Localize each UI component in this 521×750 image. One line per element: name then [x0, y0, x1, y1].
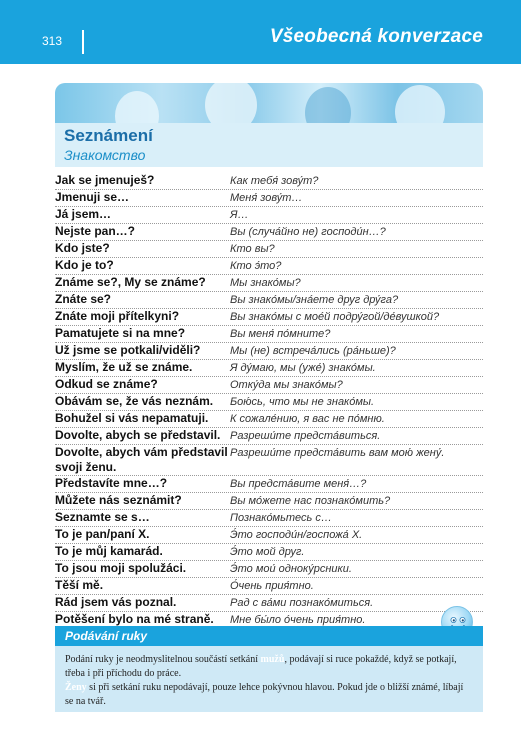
- phrase-russian: Вы знако́мы с мое́й подру́гой/де́вушкой?: [230, 311, 440, 323]
- phrase-russian: Вы знако́мы/зна́ете друг дру́га?: [230, 294, 399, 306]
- phrase-russian: Кто вы?: [230, 243, 275, 255]
- phrase-czech: Obávám se, že vás neznám.: [55, 394, 214, 408]
- header-divider: [82, 30, 84, 54]
- phrase-row: [55, 173, 483, 190]
- phrase-czech: Představíte mne…?: [55, 476, 168, 490]
- phrase-russian: Мне бы́ло о́чень прия́тно.: [230, 614, 366, 626]
- phrase-russian: Вы (случа́йно не) господи́н…?: [230, 226, 386, 238]
- phrase-czech: Jmenuji se…: [55, 190, 130, 204]
- phrase-row: [55, 411, 483, 428]
- phrase-czech: Rád jsem vás poznal.: [55, 595, 177, 609]
- tip-highlight-men: mužů: [260, 654, 285, 665]
- section-subtitle: Знакомство: [64, 147, 146, 163]
- phrase-row: [55, 258, 483, 275]
- phrase-row: [55, 510, 483, 527]
- phrase-czech: Bohužel si vás nepamatuji.: [55, 411, 209, 425]
- phrase-czech: Nejste pan…?: [55, 224, 136, 238]
- phrase-russian: Э́то господи́н/госпожа́ Х.: [230, 529, 363, 541]
- phrase-czech: Kdo je to?: [55, 258, 114, 272]
- section-heading: [55, 123, 483, 167]
- section-title: Seznámení: [64, 126, 153, 145]
- phrase-row: [55, 578, 483, 595]
- phrase-russian: Разреши́те предста́вить вам мою́ жену́.: [230, 447, 445, 459]
- page-number: 313: [42, 34, 63, 48]
- phrase-czech: To je pan/paní X.: [55, 527, 150, 541]
- phrase-row: [55, 527, 483, 544]
- phrase-czech: Seznamte se s…: [55, 510, 150, 524]
- phrase-russian: Вы меня́ по́мните?: [230, 328, 331, 340]
- tip-text-3: si při setkání ruku nepodávají, pouze lehce pokývnou hlavou. Pokud jde o bližší známé, líbají se na tvář.: [65, 682, 464, 707]
- phrase-row: [55, 275, 483, 292]
- chapter-title: Všeobecná konverzace: [269, 26, 483, 47]
- phrase-row: [55, 241, 483, 258]
- tip-text-1: Podání ruky je neodmyslitelnou součástí setkání: [65, 654, 261, 665]
- tip-text-2: , podávají si ruce pokaždé, když se potkají, třeba i při příchodu do práce.: [65, 654, 457, 679]
- phrase-czech: Pamatujete si na mne?: [55, 326, 186, 340]
- phrase-row: [55, 292, 483, 309]
- phrase-russian: Вы предста́вите меня́…?: [230, 478, 367, 490]
- phrase-russian: Бою́сь, что мы не знако́мы.: [230, 396, 375, 408]
- phrase-row: [55, 343, 483, 360]
- phrase-russian: Как тебя́ зову́т?: [230, 175, 319, 187]
- phrase-russian: Вы мо́жете нас познако́мить?: [230, 495, 391, 507]
- phrase-russian: Я ду́маю, мы (уже́) знако́мы.: [230, 362, 376, 374]
- phrase-russian: Разреши́те предста́виться.: [230, 430, 381, 442]
- phrase-czech: To jsou moji spolužáci.: [55, 561, 187, 575]
- phrase-row: [55, 207, 483, 224]
- phrase-russian: Кто э́то?: [230, 260, 282, 272]
- phrase-row: [55, 309, 483, 326]
- phrase-row: [55, 544, 483, 561]
- phrase-row: [55, 394, 483, 411]
- phrase-czech: Kdo jste?: [55, 241, 110, 255]
- phrase-russian: Отку́да мы знако́мы?: [230, 379, 343, 391]
- phrase-czech: Známe se?, My se známe?: [55, 275, 206, 289]
- phrase-row: [55, 595, 483, 612]
- phrase-czech: To je můj kamarád.: [55, 544, 163, 558]
- phrase-row: [55, 476, 483, 493]
- page-header: [0, 0, 521, 64]
- phrase-row: [55, 561, 483, 578]
- phrase-czech: Potěšení bylo na mé straně.: [55, 612, 214, 626]
- phrase-czech: Těší mě.: [55, 578, 104, 592]
- phrase-russian: Э́то мой друг.: [230, 546, 305, 558]
- phrase-czech: Jak se jmenuješ?: [55, 173, 155, 187]
- phrase-czech: Dovolte, abych vám představil svoji ženu.: [55, 445, 228, 474]
- phrase-russian: Познако́мьтесь с…: [230, 512, 332, 524]
- phrase-russian: К сожале́нию, я вас не по́мню.: [230, 413, 385, 425]
- phrase-russian: Мы (не) встреча́лись (ра́ньше)?: [230, 345, 396, 357]
- phrase-row: [55, 360, 483, 377]
- phrase-czech: Můžete nás seznámit?: [55, 493, 182, 507]
- tip-header: [55, 626, 483, 646]
- section-banner-photo: [55, 83, 483, 123]
- phrase-row: [55, 224, 483, 241]
- phrase-russian: Мы знако́мы?: [230, 277, 301, 289]
- phrase-czech: Dovolte, abych se představil.: [55, 428, 221, 442]
- phrase-list: [55, 173, 483, 629]
- phrase-czech: Odkud se známe?: [55, 377, 158, 391]
- phrase-row: [55, 445, 483, 476]
- phrase-russian: Меня́ зову́т…: [230, 192, 303, 204]
- phrase-russian: О́чень прия́тно.: [230, 580, 314, 592]
- tip-title: Podávání ruky: [65, 629, 148, 643]
- tip-body: [55, 646, 483, 712]
- phrase-row: [55, 428, 483, 445]
- phrase-row: [55, 326, 483, 343]
- phrase-czech: Já jsem…: [55, 207, 112, 221]
- tip-highlight-women: Ženy: [65, 682, 87, 693]
- phrase-russian: Э́то мои́ одноку́рсники.: [230, 563, 352, 575]
- phrase-czech: Myslím, že už se známe.: [55, 360, 193, 374]
- phrase-row: [55, 493, 483, 510]
- phrase-row: [55, 190, 483, 207]
- phrase-russian: Рад с ва́ми познако́миться.: [230, 597, 374, 609]
- phrase-czech: Už jsme se potkali/viděli?: [55, 343, 201, 357]
- phrase-czech: Znáte moji přítelkyni?: [55, 309, 180, 323]
- phrase-czech: Znáte se?: [55, 292, 112, 306]
- phrase-russian: Я…: [230, 209, 249, 221]
- phrase-row: [55, 377, 483, 394]
